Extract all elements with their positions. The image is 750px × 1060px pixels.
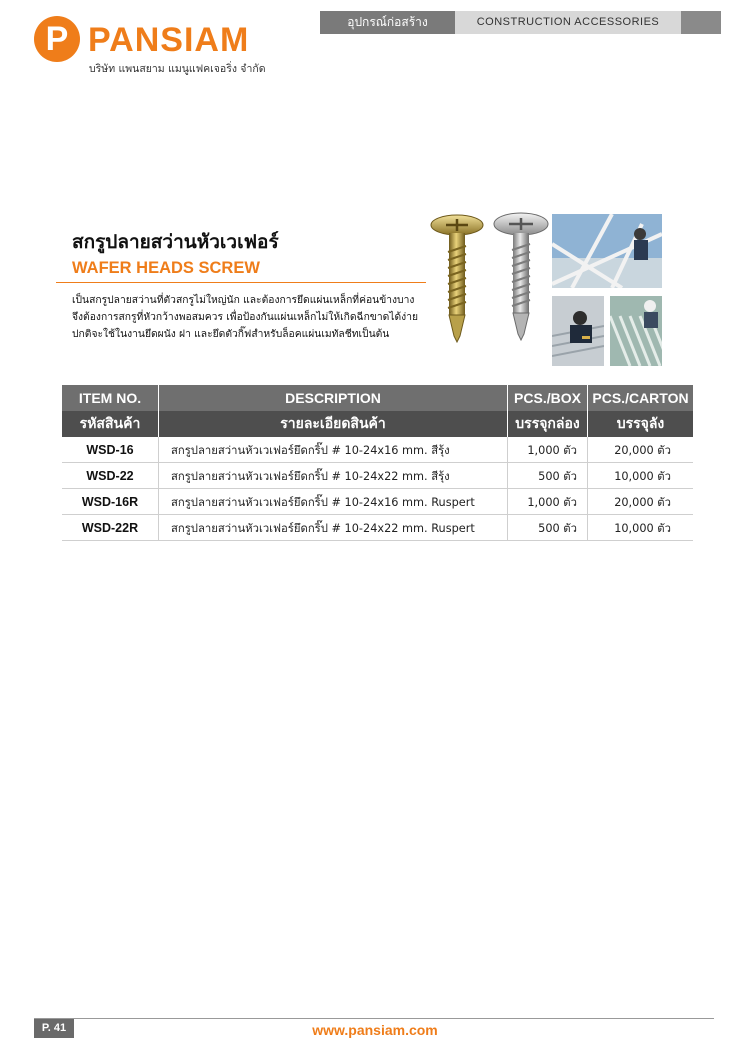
item-pcs-carton: 10,000 ตัว bbox=[587, 515, 693, 540]
gold-wafer-screw-image bbox=[426, 212, 488, 344]
table-row bbox=[62, 489, 693, 515]
footer-divider bbox=[34, 1018, 714, 1019]
product-description bbox=[72, 292, 432, 343]
item-pcs-carton: 10,000 ตัว bbox=[587, 463, 693, 488]
header-description: DESCRIPTION bbox=[158, 385, 507, 411]
item-description: สกรูปลายสว่านหัวเวเฟอร์ยึดกริ๊ป # 10-24x22 mm. Ruspert bbox=[158, 515, 507, 540]
category-tab-thai: อุปกรณ์ก่อสร้าง bbox=[320, 11, 455, 34]
company-name-thai: บริษัท แพนสยาม แมนูแฟคเจอริ่ง จำกัด bbox=[89, 63, 266, 75]
item-code: WSD-22 bbox=[86, 468, 134, 483]
category-tab-end bbox=[681, 11, 721, 34]
worker-roof-photo bbox=[552, 296, 604, 366]
table-header-thai bbox=[62, 411, 693, 437]
header-pcs-carton-thai: บรรจุลัง bbox=[587, 411, 693, 437]
item-code: WSD-16 bbox=[86, 442, 134, 457]
description-line: จึงต้องการสกรูที่หัวกว้างพอสมควร เพื่อป้องกันแผ่นเหล็กไม่ให้เกิดฉีกขาดได้ง่าย bbox=[72, 311, 419, 323]
header-pcs-box-thai: บรรจุกล่อง bbox=[507, 411, 587, 437]
header-item-no-thai: รหัสสินค้า bbox=[79, 416, 141, 432]
item-description: สกรูปลายสว่านหัวเวเฟอร์ยึดกริ๊ป # 10-24x22 mm. สีรุ้ง bbox=[158, 463, 507, 488]
item-pcs-box: 1,000 ตัว bbox=[507, 437, 587, 462]
table-row bbox=[62, 515, 693, 541]
page-number: P. 41 bbox=[34, 1019, 74, 1038]
item-pcs-carton: 20,000 ตัว bbox=[587, 437, 693, 462]
product-title-thai: สกรูปลายสว่านหัวเวเฟอร์ bbox=[72, 231, 279, 253]
item-pcs-box: 500 ตัว bbox=[507, 463, 587, 488]
metal-sheet-roof-photo bbox=[610, 296, 662, 366]
header-pcs-carton: PCS./CARTON bbox=[587, 385, 693, 411]
header-item-no: ITEM NO. bbox=[78, 390, 142, 406]
category-tab-english: CONSTRUCTION ACCESSORIES bbox=[455, 11, 681, 34]
description-line: เป็นสกรูปลายสว่านที่ตัวสกรูไม่ใหญ่นัก และต้องการยึดแผ่นเหล็กที่ค่อนข้างบาง bbox=[72, 294, 415, 306]
product-table bbox=[62, 385, 693, 541]
item-pcs-box: 500 ตัว bbox=[507, 515, 587, 540]
product-title-english: WAFER HEADS SCREW bbox=[72, 259, 260, 277]
item-pcs-box: 1,000 ตัว bbox=[507, 489, 587, 514]
pansiam-logo bbox=[34, 16, 284, 78]
item-description: สกรูปลายสว่านหัวเวเฟอร์ยึดกริ๊ป # 10-24x16 mm. Ruspert bbox=[158, 489, 507, 514]
roof-truss-installation-photo bbox=[552, 214, 662, 288]
item-code: WSD-16R bbox=[81, 494, 139, 509]
item-pcs-carton: 20,000 ตัว bbox=[587, 489, 693, 514]
header-description-thai: รายละเอียดสินค้า bbox=[158, 411, 507, 437]
header-pcs-box: PCS./BOX bbox=[507, 385, 587, 411]
title-divider bbox=[56, 282, 426, 283]
logo-letter: P bbox=[45, 20, 69, 58]
item-description: สกรูปลายสว่านหัวเวเฟอร์ยึดกริ๊ป # 10-24x16 mm. สีรุ้ง bbox=[158, 437, 507, 462]
silver-wafer-screw-image bbox=[490, 210, 552, 342]
table-header-english bbox=[62, 385, 693, 411]
description-line: ปกติจะใช้ในงานยึดผนัง ฝา และยึดตัวกิ๊ฟสำหรับล็อคแผ่นเมทัลชีทเป็นต้น bbox=[72, 328, 390, 340]
brand-name: PANSIAM bbox=[88, 21, 250, 59]
item-code: WSD-22R bbox=[81, 520, 139, 535]
website-link[interactable]: www.pansiam.com bbox=[312, 1022, 438, 1038]
table-row bbox=[62, 437, 693, 463]
table-row bbox=[62, 463, 693, 489]
